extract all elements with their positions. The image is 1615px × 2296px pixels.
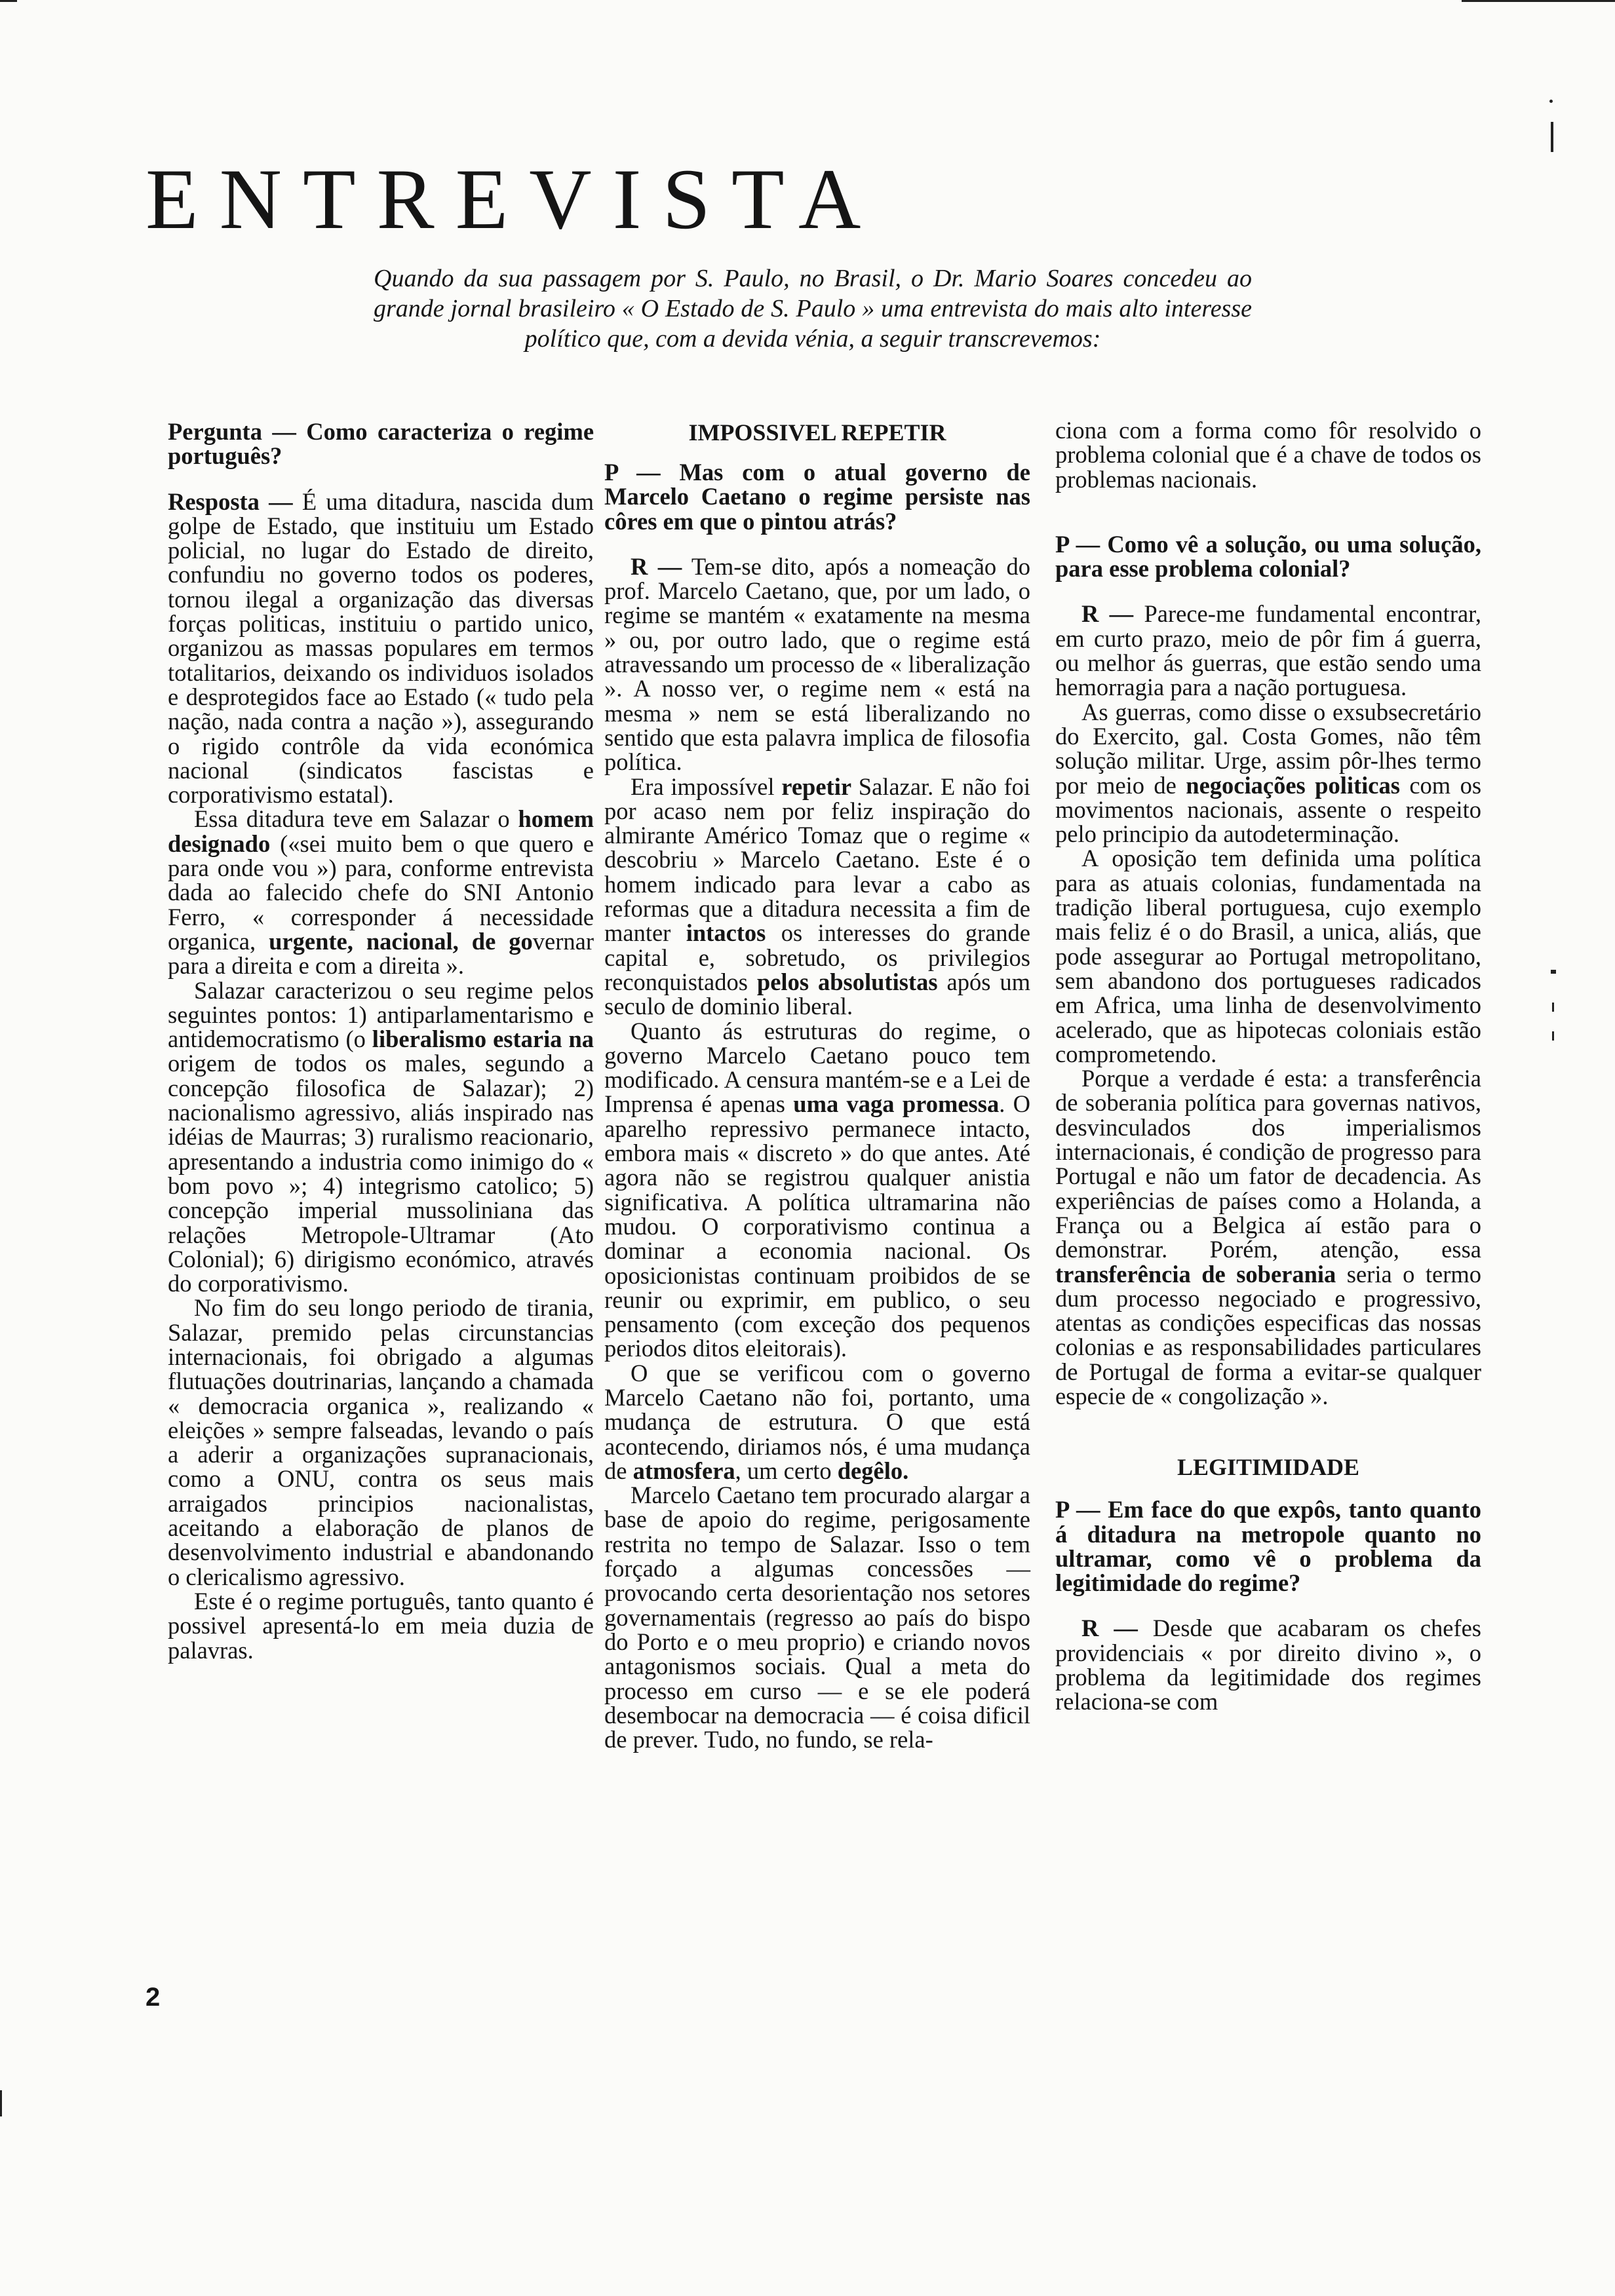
answer-label: R — — [1081, 1615, 1138, 1642]
paragraph: Marcelo Caetano tem procurado alargar a base de apoio do regime, perigosamente restrita no tempo de Salazar. Isso o tem forçado a algumas concessões — provocando certa desorientação nos setores governamentais (regresso ao país do bispo do Porto e o meu proprio) e criando novos antagonismos sociais. Qual a meta do processo em curso — e se ele poderá desembocar na democracia — é coisa dificil de prever. Tudo, no fundo, se rela- — [604, 1482, 1030, 1753]
text-run: As guerras, como disse o exsubsecretário do Exercito, gal. Costa Gomes, não têm solução militar. Urge, assim pôr-lhes termo por meio de — [1055, 698, 1481, 799]
text-run: seria o termo dum processo negociado e progressivo, atentas as condições especificas das nossas colonias e as responsabilidades particulares de Portugal de forma a evitar-se qualquer especie de « congolização ». — [1055, 1260, 1481, 1409]
article-column-2 — [604, 419, 1030, 1751]
question-2: P — Mas com o atual governo de Marcelo Caetano o regime persiste nas côres em que o pintou atrás? — [604, 459, 1030, 535]
text-run: com os movimentos nacionais, assente o respeito pelo principio da autodeterminação. — [1055, 771, 1482, 848]
bold-run: transferência de soberania — [1055, 1260, 1336, 1288]
scan-mark-right-1 — [1549, 100, 1553, 103]
bold-run: intactos — [686, 919, 766, 947]
scan-mark-right-2 — [1551, 122, 1553, 152]
bold-run: repetir — [781, 773, 852, 800]
text-run: os interesses do grande capital e, sobretudo, os privilegios reconquistados — [604, 919, 1031, 995]
text-run: origem de todos os males, segundo a concepção filosofica de Salazar); 2) nacionalismo agressivo, aliás inspirado nas idéias de Maurras; 3) ruralismo reacionario, apresentando a industria como inimigo do « bom povo »; 4) integrismo catolico; 5) concepção imperial mussoliniana das relações Metropole-Ultramar (Ato Colonial); 6) dirigismo económico, através do corporativismo. — [168, 1050, 594, 1297]
answer-text: Parece-me fundamental encontrar, em curto prazo, meio de pôr fim á guerra, ou melhor ás guerras, que estão sendo uma hemorragia para a nação portuguesa. — [1055, 600, 1481, 701]
bold-run: urgente, nacional, de go — [269, 927, 533, 955]
bold-run: homem designado — [168, 805, 594, 857]
bold-run: pelos absolutistas — [756, 968, 938, 995]
page-number: 2 — [146, 1983, 161, 2012]
paragraph: Este é o regime português, tanto quanto é possivel apresentá-lo em meia duzia de palavras. — [168, 1587, 594, 1664]
text-run: Salazar caracterizou o seu regime pelos seguintes pontos: 1) antiparlamentarismo e antidemocratismo (o — [168, 976, 594, 1053]
scan-mark-top-right — [1462, 0, 1615, 2]
answer-label: R — — [631, 552, 682, 580]
answer-text: Tem-se dito, após a nomeação do prof. Marcelo Caetano, que, por um lado, o regime se mantém « exatamente na mesma » ou, por outro lado, que o regime está atravessando um processo de « liberalização ». A nosso ver, o regime nem « está na mesma » nem se está liberalizando no sentido que esta palavra implica de filosofia política. — [604, 552, 1031, 776]
scan-mark-right-4 — [1552, 1003, 1554, 1012]
text-run: Era impossível — [631, 773, 775, 800]
paragraph — [1055, 1066, 1481, 1408]
question-3: P — Como vê a solução, ou uma solução, para esse problema colonial? — [1055, 530, 1481, 583]
text-run: . O aparelho repressivo permanece intacto, embora mais « discreto » do que antes. Até agora não se registrou qualquer anistia significativa. A política ultramarina não mudou. O corporativismo continua a dominar a economia nacional. Os oposicionistas continuam proibidos de se reunir ou exprimir, em publico, o seu pensamento (com exceção dos pequenos periodos ditos eleitorais). — [604, 1090, 1031, 1362]
answer-3 — [1055, 602, 1481, 699]
answer-2 — [604, 554, 1030, 775]
answer-label: Resposta — — [168, 488, 293, 515]
scan-mark-right-5 — [1552, 1031, 1554, 1041]
section-heading: LEGITIMIDADE — [1177, 1454, 1360, 1481]
bold-run: degêlo. — [837, 1457, 909, 1484]
paragraph — [1055, 700, 1481, 847]
answer-text: Desde que acabaram os chefes providenciais « por direito divino », o problema da legitimidade dos regimes relaciona-se com — [1055, 1615, 1482, 1715]
article-column-1 — [168, 419, 594, 1662]
paragraph — [604, 1019, 1030, 1361]
scan-mark-top-left — [0, 0, 17, 2]
text-run: Porque a verdade é esta: a transferência de soberania política para governas nativos, desvinculados dos imperialismos internacionais, é condição de progresso para Portugal e não um fator de decadencia. As experiências de países como a Holanda, a França ou a Belgica aí estão para o demonstrar. Porém, atenção, essa — [1055, 1065, 1481, 1263]
answer-1 — [168, 489, 594, 807]
scan-mark-left — [0, 2090, 2, 2116]
answer-4 — [1055, 1616, 1481, 1713]
question-1 — [168, 419, 594, 469]
paragraph — [604, 1361, 1030, 1483]
scan-mark-right-3 — [1551, 970, 1556, 974]
text-run: Essa ditadura teve em Salazar o — [194, 805, 510, 833]
bold-run: atmosfera — [632, 1457, 735, 1484]
text-run: O que se verificou com o governo Marcelo Caetano não foi, portanto, uma mudança de estrutura. O que está acontecendo, diriamos nós, é uma mudança de — [604, 1359, 1030, 1484]
paragraph: ciona com a forma como fôr resolvido o problema colonial que é a chave de todos os problemas nacionais. — [1055, 417, 1481, 493]
paragraph — [604, 775, 1030, 1019]
question-label: Pergunta — — [168, 418, 296, 445]
text-run: , um certo — [735, 1457, 832, 1484]
question-text: Como caracteriza o regime português? — [168, 418, 594, 470]
paragraph — [168, 978, 594, 1296]
page-title: ENTREVISTA — [146, 151, 882, 247]
section-heading: IMPOSSIVEL REPETIR — [688, 419, 946, 446]
text-run: após um seculo de dominio liberal. — [604, 968, 1031, 1020]
article-column-3 — [1055, 418, 1481, 1714]
answer-text: É uma ditadura, nascida dum golpe de Estado, que instituiu um Estado policial, no lugar do Estado de direito, confundiu no governo todos os poderes, tornou ilegal a organização das diversas forças politicas, instituiu o partido unico, organizou as massas populares em termos totalitarios, deixando os individuos isolados e desprotegidos face ao Estado (« tudo pela nação, nada contra a nação »), assegurando o rigido contrôle da vida económica nacional (sindicatos fascistas e corporativismo estatal). — [168, 488, 594, 809]
paragraph: A oposição tem definida uma política para as atuais colonias, fundamentada na tradição liberal portuguesa, cujo exemplo mais feliz é o do Brasil, a unica, aliás, que pode assegurar ao Portugal metropolitano, sem abandono dos portugueses radicados em Africa, uma linha de desenvolvimento acelerado, que as hipotecas coloniais estão comprometendo. — [1055, 845, 1481, 1067]
intro-paragraph: Quando da sua passagem por S. Paulo, no Brasil, o Dr. Mario Soares concedeu ao grande jornal brasileiro « O Estado de S. Paulo » uma entrevista do mais alto interesse político que, com a devida vénia, a seguir transcrevemos: — [374, 265, 1252, 353]
paragraph — [168, 807, 594, 978]
text-run: Quanto ás estruturas do regime, o governo Marcelo Caetano pouco tem modificado. A censura mantém-se e a Lei de Imprensa é apenas — [604, 1017, 1030, 1118]
answer-label: R — — [1081, 600, 1134, 628]
text-run: vernar para a direita e com a direita ». — [168, 927, 594, 980]
text-run: Salazar. E não foi por acaso nem por feliz inspiração do almirante Américo Tomaz que o regime « descobriu » Marcelo Caetano. Este é o homem indicado para levar a cabo as reformas que a ditadura necessita a fim de manter — [604, 773, 1031, 947]
text-run: («sei muito bem o que quero e para onde vou ») para, conforme entrevista dada ao falecido chefe do SNI Antonio Ferro, « corresponder á necessidade organica, — [168, 830, 594, 955]
bold-run: liberalismo estaria na — [372, 1025, 594, 1053]
paragraph: No fim do seu longo periodo de tirania, Salazar, premido pelas circunstancias internacionais, foi obrigado a algumas flutuações doutrinarias, lançando a chamada « democracia organica », realizando « eleições » sempre falseadas, levando o país a aderir a organizações supranacionais, como a ONU, contra os seus mais arraigados principios nacionalistas, aceitando a elaboração de planos de desenvolvimento industrial e abandonando o clericalismo agressivo. — [168, 1294, 594, 1590]
bold-run: negociações politicas — [1186, 771, 1400, 799]
bold-run: uma vaga promessa — [793, 1090, 1000, 1118]
question-4: P — Em face do que expôs, tanto quanto á ditadura na metropole quanto no ultramar, como vê o problema da legitimidade do regime? — [1055, 1496, 1481, 1597]
